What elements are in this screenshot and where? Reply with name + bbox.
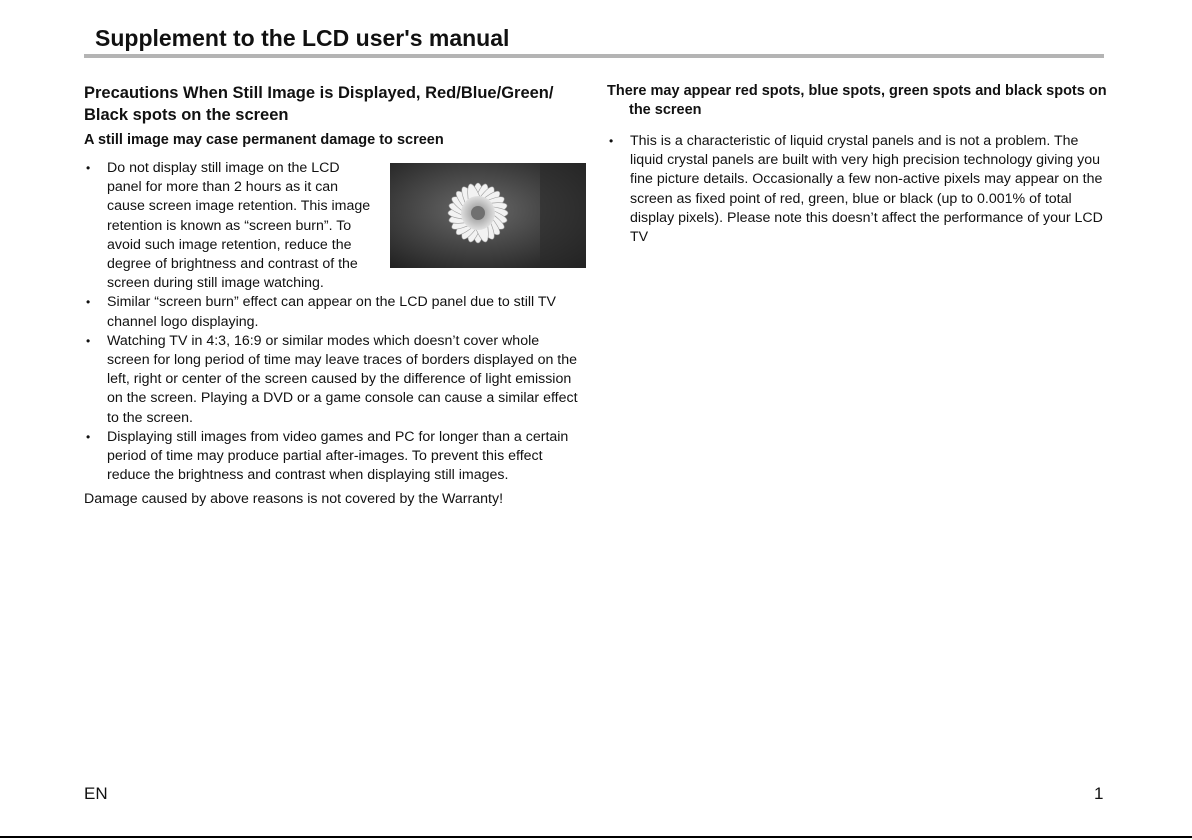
right-bullet-1: • This is a characteristic of liquid crystal panels and is not a problem. The liquid crystal panels are built with very high precision technology giving you fine picture details. Occasionally a few non-active pixels may appear on the screen as fixed point of red, green, blue or black (up to 0.001% of total display pixels). Please note this doesn’t affect the performance of your LCD TV [607,132,1107,247]
warranty-note: Damage caused by above reasons is not covered by the Warranty! [84,491,504,508]
bottom-border [0,836,1192,838]
still-image-flower-photo [390,163,586,268]
left-section-heading: Precautions When Still Image is Displayed, Red/Blue/Green/ Black spots on the screen [84,84,554,124]
right-bullet-list [607,132,1107,247]
right-section-heading: There may appear red spots, blue spots, green spots and black spots on the screen [607,83,1107,118]
left-bullet-4: • Displaying still images from video games and PC for longer than a certain period of time may produce partial after-images. To prevent this effect reduce the brightness and contrast when displaying still images. [84,428,584,486]
left-subheading: A still image may case permanent damage to screen [84,132,444,148]
flower-photo-graphic [390,163,586,268]
right-column [607,82,1107,247]
left-bullet-3: • Watching TV in 4:3, 16:9 or similar modes which doesn’t cover whole screen for long period of time may leave traces of borders displayed on the left, right or center of the screen caused by the difference of light emission on the screen. Playing a DVD or a game console can cause a similar effect to the screen. [84,332,584,428]
left-bullet-1-text: Do not display still image on the LCD panel for more than 2 hours as it can cause screen image retention. This image retention is known as “screen burn”. To avoid such image retention, reduce the degree of brightness and contrast of the screen during still image watching. [107,160,371,292]
page-number: 1 [1094,784,1104,803]
left-bullet-1 [84,159,584,293]
left-bullet-list [84,159,584,485]
left-bullet-2: • Similar “screen burn” effect can appear on the LCD panel due to still TV channel logo displaying. [84,293,584,331]
left-column [84,82,584,509]
page-title: Supplement to the LCD user's manual [95,25,510,51]
footer-language: EN [84,784,108,803]
title-divider [84,54,1104,58]
